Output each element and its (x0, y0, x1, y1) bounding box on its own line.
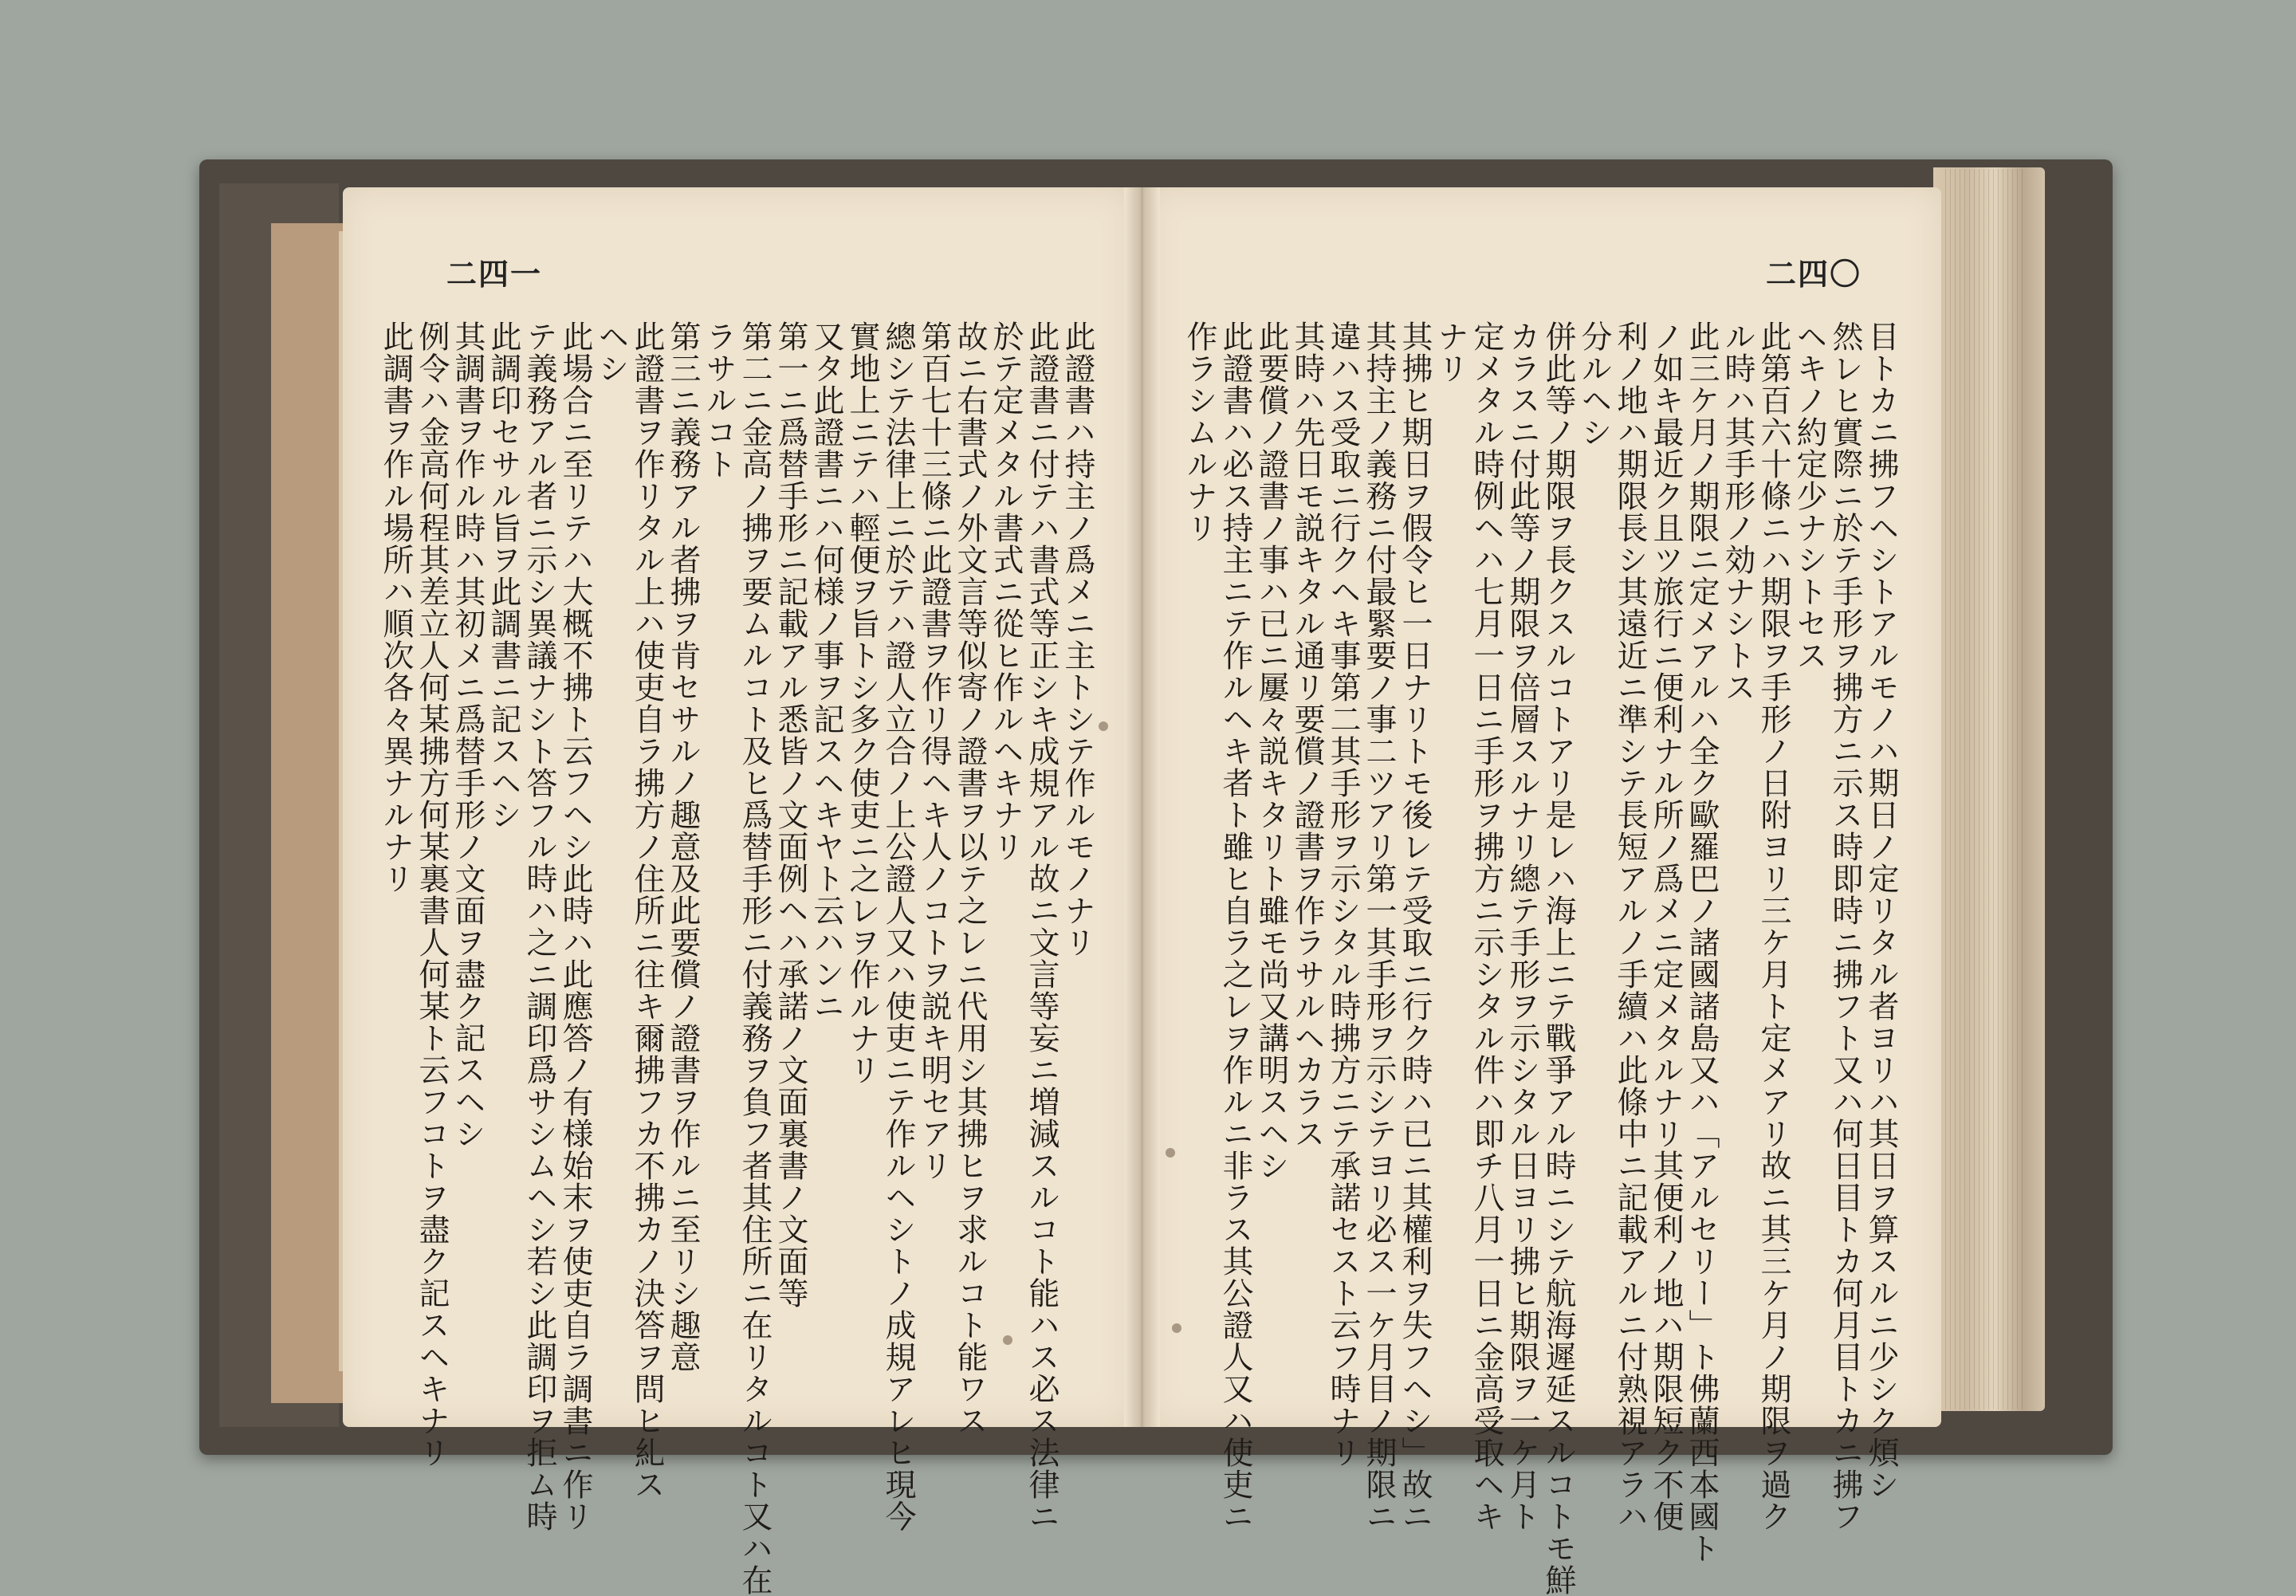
right-text-column: 分ルヘシ (1576, 320, 1612, 448)
right-text-column: 利ノ地ハ期限長シ其遠近ニ準シテ長短アルノ手續ハ此條中ニ記載アルニ付熟視アラハ (1612, 320, 1648, 1532)
right-text-column: ノ如キ最近ク且ツ旅行ニ便利ナル所ノ爲メニ定メタルナリ其便利ノ地ハ期限短ク不便 (1648, 320, 1684, 1532)
left-text-column: ラサルコト (701, 320, 737, 480)
left-text-column: 故ニ右書式ノ外文言等似寄ノ證書ヲ以テ之レニ代用シ其拂ヒヲ求ルコト能ワス (952, 320, 988, 1437)
left-text-column: 此場合ニ至リテハ大概不拂ト云フヘシ此時ハ此應答ノ有様始末ヲ使吏自ラ調書ニ作リ (557, 320, 593, 1532)
left-text-column: 例令ハ金高何程其差立人何某拂方何某裏書人何某ト云フコトヲ盡ク記スヘキナリ (414, 320, 450, 1468)
right-page-number: 二四〇 (1766, 256, 1862, 292)
paper-stain-mark (1003, 1335, 1012, 1345)
right-text-column: カラスニ付此等ノ期限ヲ倍層スルナリ總テ手形ヲ示シタル日ヨリ拂ヒ期限ヲ一ケ月ト (1504, 320, 1540, 1532)
left-text-column: 此證書ヲ作リタル上ハ使吏自ラ拂方ノ住所ニ往キ爾拂フカ不拂カノ決答ヲ問ヒ糺ス (629, 320, 665, 1500)
right-text-column: 然レヒ實際ニ於テ手形ヲ拂方ニ示ス時即時ニ拂フト又ハ何日目トカ何月目トカニ拂フ (1827, 320, 1863, 1532)
left-text-column: 實地上ニテハ輕便ヲ旨トシ多ク使吏ニ之レヲ作ルナリ (844, 320, 880, 1086)
left-page-number: 二四一 (446, 256, 543, 292)
left-text-column: 此證書ニ付テハ書式等正シキ成規アル故ニ文言等妄ニ増減スルコト能ハス必ス法律ニ (1024, 320, 1060, 1532)
right-text-column: 違ハス受取ニ行クヘキ事第二其手形ヲ示シタル時拂方ニテ承諾セスト云フ時ナリ (1325, 320, 1361, 1468)
binding-hole-mark (1099, 721, 1108, 731)
right-text-column: ナリ (1433, 320, 1468, 384)
left-text-column: 其調書ヲ作ル時ハ其初メニ爲替手形ノ文面ヲ盡ク記スヘシ (450, 320, 486, 1150)
left-text-column: 第二ニ金高ノ拂ヲ要ムルコト及ヒ爲替手形ニ付義務ヲ負フ者其住所ニ在リタルコト又ハ在 (737, 320, 773, 1596)
right-text-column: 定メタル時例ヘハ七月一日ニ手形ヲ拂方ニ示シタル件ハ即チ八月一日ニ金高受取ヘキ (1468, 320, 1504, 1532)
left-text-column: 於テ定メタル書式ニ從ヒ作ルヘキナリ (988, 320, 1024, 863)
left-text-column: ヘシ (593, 320, 629, 384)
binding-hole-mark (1166, 1148, 1175, 1158)
left-text-column: 又タ此證書ニハ何様ノ事ヲ記スヘキヤト云ハンニ (808, 320, 844, 1022)
left-text-column: 第三ニ義務アル者拂ヲ肯セサルノ趣意及此要償ノ證書ヲ作ルニ至リシ趣意 (665, 320, 701, 1373)
left-text-column: 第一ニ爲替手形ニ記載アル悉皆ノ文面例ヘハ承諾ノ文面裏書ノ文面等 (773, 320, 808, 1309)
right-text-column: ヘキノ約定少ナシトセス (1791, 320, 1827, 671)
right-text-column: 其時ハ先日モ説キタル通リ要償ノ證書ヲ作ラサルヘカラス (1289, 320, 1325, 1150)
left-text-column: 此調書ヲ作ル場所ハ順次各々異ナルナリ (378, 320, 414, 894)
paper-stain-mark (1172, 1323, 1181, 1333)
right-text-column: 作ラシムルナリ (1181, 320, 1217, 544)
left-text-column: 第百七十三條ニ此證書ヲ作リ得ヘキ人ノコトヲ説キ明セアリ (916, 320, 952, 1181)
page-edge-lines (1945, 169, 2025, 1409)
book-gutter (1124, 187, 1160, 1427)
left-text-column: 此證書ハ持主ノ爲メニ主トシテ作ルモノナリ (1060, 320, 1095, 958)
left-text-column: 總シテ法律上ニ於テハ證人立合ノ上公證人又ハ使吏ニテ作ルヘシトノ成規アレヒ現今 (880, 320, 916, 1532)
right-text-column: 此第百六十條ニハ期限ヲ手形ノ日附ヨリ三ケ月ト定メアリ故ニ其三ケ月ノ期限ヲ過ク (1755, 320, 1791, 1532)
right-text-column: 此證書ハ必ス持主ニテ作ルヘキ者ト雖ヒ自ラ之レヲ作ルニ非ラス其公證人又ハ使吏ニ (1217, 320, 1253, 1532)
right-text-column: 其持主ノ義務ニ付最緊要ノ事二ツアリ第一其手形ヲ示シテヨリ必ス一ケ月目ノ期限ニ (1361, 320, 1397, 1532)
left-text-column: 此調印セサル旨ヲ此調書ニ記スヘシ (486, 320, 521, 831)
right-text-column: ル時ハ其手形ノ効ナシトス (1720, 320, 1755, 703)
right-text-column: 其拂ヒ期日ヲ假令ヒ一日ナリトモ後レテ受取ニ行ク時ハ已ニ其權利ヲ失フヘシ」故ニ (1397, 320, 1433, 1532)
right-text-column: 併此等ノ期限ヲ長クスルコトアリ是レハ海上ニテ戰爭アル時ニシテ航海遲延スルコトモ鮮 (1540, 320, 1576, 1596)
right-text-column: 目トカニ拂フヘシトアルモノハ期日ノ定リタル者ヨリハ其日ヲ算スルニ少シク煩シ (1863, 320, 1899, 1500)
right-text-column: 此三ケ月ノ期限ニ定メアルハ全ク歐羅巴ノ諸國諸島又ハ「アルセリー」ト佛蘭西本國ト (1684, 320, 1720, 1564)
left-text-column: テ義務アル者ニ示シ異議ナシト答フル時ハ之ニ調印爲サシムヘシ若シ此調印ヲ拒ム時 (521, 320, 557, 1532)
right-text-column: 此要償ノ證書ノ事ハ已ニ屢々説キタリト雖モ尚又講明スヘシ (1253, 320, 1289, 1181)
